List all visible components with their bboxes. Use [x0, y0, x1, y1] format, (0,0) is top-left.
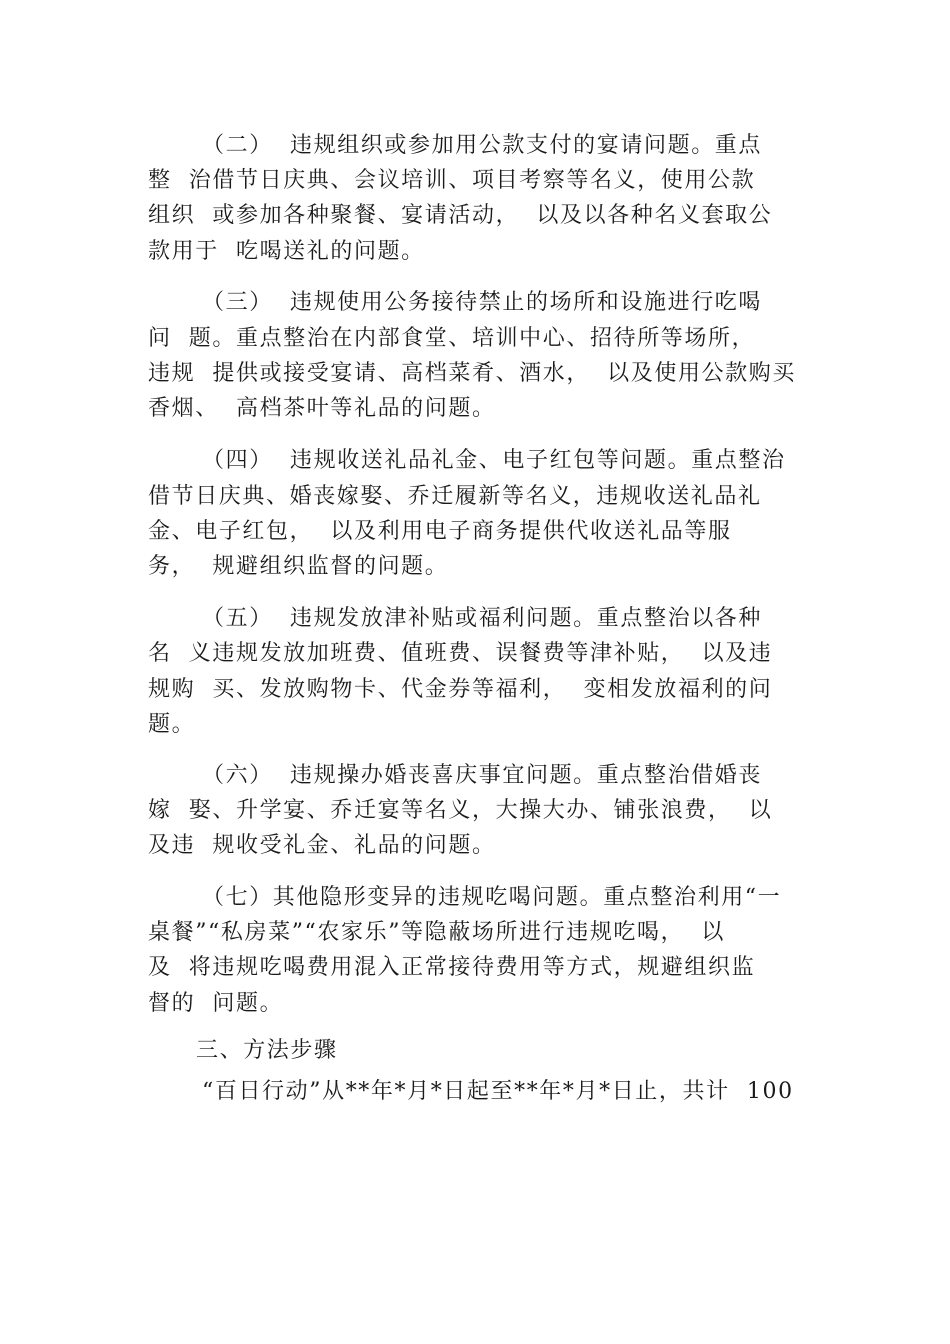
paragraph-4-line-2: 借节日庆典、婚丧嫁娶、乔迁履新等名义，违规收送礼品礼 — [148, 484, 762, 509]
paragraph-6-line-1: （六） 违规操办婚丧喜庆事宜问题。重点整治借婚丧 — [202, 763, 762, 788]
paragraph-5-line-2: 名 义违规发放加班费、值班费、误餐费等津补贴， 以及违 — [148, 641, 773, 666]
paragraph-6-line-2: 嫁 娶、升学宴、乔迁宴等名义，大操大办、铺张浪费， 以 — [148, 798, 773, 823]
paragraph-2-line-2: 整 治借节日庆典、会议培训、项目考察等名义，使用公款 — [148, 168, 756, 193]
paragraph-3-line-2: 问 题。重点整治在内部食堂、培训中心、招待所等场所， — [148, 326, 756, 351]
paragraph-last-line: “百日行动”从**年*月*日起至**年*月*日止，共计 100 — [202, 1079, 794, 1104]
paragraph-4-line-4: 务， 规避组织监督的问题。 — [148, 554, 449, 579]
paragraph-3-line-1: （三） 违规使用公务接待禁止的场所和设施进行吃喝 — [202, 290, 762, 315]
paragraph-6-line-3: 及违 规收受礼金、礼品的问题。 — [148, 833, 496, 858]
paragraph-7-line-4: 督的 问题。 — [148, 991, 284, 1016]
paragraph-5-line-3: 规购 买、发放购物卡、代金券等福利， 变相发放福利的问 — [148, 677, 773, 702]
paragraph-4-line-1: （四） 违规收送礼品礼金、电子红包等问题。重点整治 — [202, 448, 786, 473]
paragraph-4-line-3: 金、电子红包， 以及利用电子商务提供代收送礼品等服 — [148, 519, 732, 544]
paragraph-3-line-4: 香烟、 高档茶叶等礼品的问题。 — [148, 396, 496, 421]
paragraph-2-line-3: 组织 或参加各种聚餐、宴请活动， 以及以各种名义套取公 — [148, 203, 773, 228]
paragraph-5-line-4: 题。 — [148, 712, 196, 737]
section-heading: 三、方法步骤 — [196, 1038, 338, 1063]
paragraph-2-line-1: （二） 违规组织或参加用公款支付的宴请问题。重点 — [202, 133, 762, 158]
paragraph-7-line-1: （七）其他隐形变异的违规吃喝问题。重点整治利用“一 — [202, 885, 782, 910]
paragraph-2-line-4: 款用于 吃喝送礼的问题。 — [148, 239, 425, 264]
paragraph-3-line-3: 违规 提供或接受宴请、高档菜肴、酒水， 以及使用公款购买 — [148, 361, 796, 386]
paragraph-7-line-3: 及 将违规吃喝费用混入正常接待费用等方式，规避组织监 — [148, 955, 756, 980]
paragraph-5-line-1: （五） 违规发放津补贴或福利问题。重点整治以各种 — [202, 606, 762, 631]
paragraph-7-line-2: 桌餐”“私房菜”“农家乐”等隐蔽场所进行违规吃喝， 以 — [148, 920, 726, 945]
